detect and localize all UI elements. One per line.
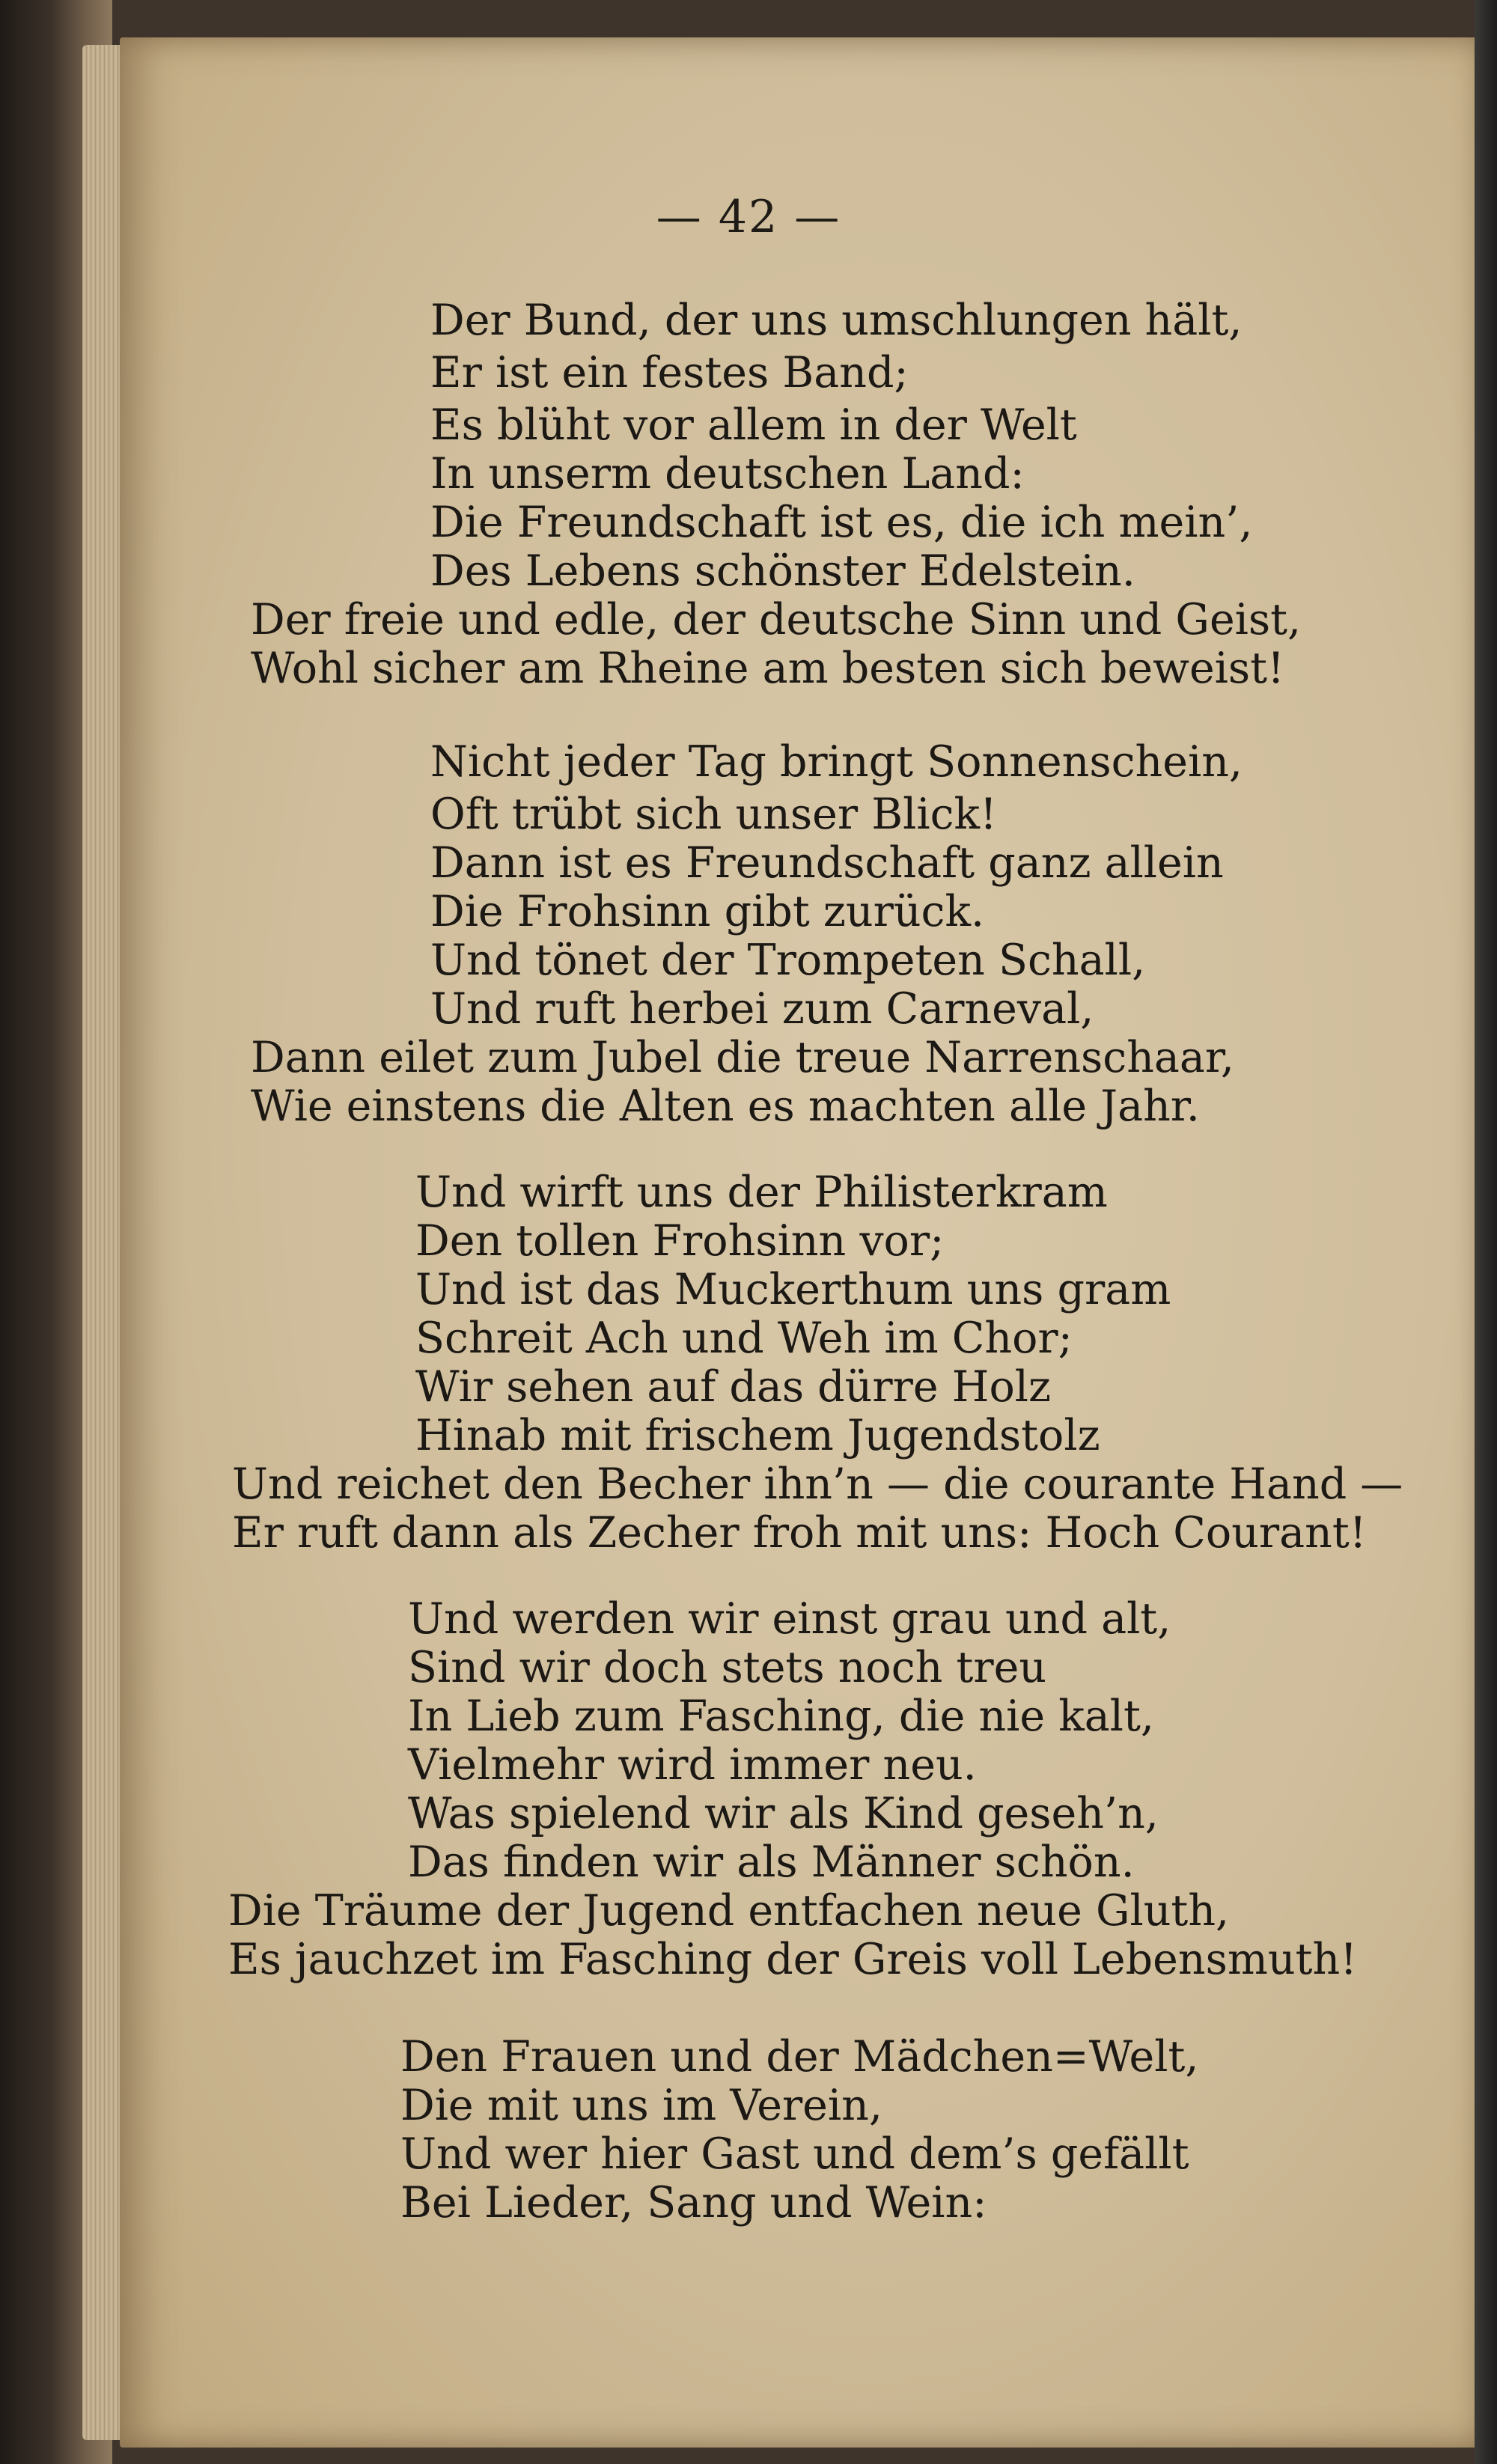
stanza-1-line-7: Der freie und edle, der deutsche Sinn und Geist,	[251, 595, 1302, 644]
stanza-5-line-1: Den Frauen und der Mädchen=Welt,	[400, 2032, 1199, 2082]
stanza-5-line-3: Und wer hier Gast und dem’s gefällt	[400, 2129, 1189, 2179]
stanza-1-line-1: Der Bund, der uns umschlungen hält,	[430, 296, 1243, 345]
stanza-3-line-1: Und wirft uns der Philisterkram	[415, 1168, 1108, 1217]
stanza-4-line-3: In Lieb zum Fasching, die nie kalt,	[408, 1692, 1155, 1741]
stanza-1-line-4: In unserm deutschen Land:	[430, 449, 1025, 498]
stanza-5-line-2: Die mit uns im Verein,	[400, 2081, 882, 2130]
stanza-4-line-5: Was spielend wir als Kind geseh’n,	[408, 1789, 1159, 1838]
stanza-3-line-3: Und ist das Muckerthum uns gram	[415, 1265, 1171, 1314]
stanza-3-line-6: Hinab mit frischem Jugendstolz	[415, 1411, 1100, 1460]
stanza-2-line-6: Und ruft herbei zum Carneval,	[430, 984, 1094, 1034]
stanza-2-line-2: Oft trübt sich unser Blick!	[430, 790, 997, 839]
stanza-3-line-5: Wir sehen auf das dürre Holz	[415, 1362, 1052, 1412]
stanza-3-line-2: Den tollen Frohsinn vor;	[415, 1216, 945, 1266]
stanza-2-line-7: Dann eilet zum Jubel die treue Narrenschaar,	[251, 1033, 1234, 1082]
stanza-2-line-4: Die Frohsinn gibt zurück.	[430, 887, 985, 936]
stanza-2-line-1: Nicht jeder Tag bringt Sonnenschein,	[430, 737, 1243, 787]
stanza-4-line-2: Sind wir doch stets noch treu	[408, 1643, 1047, 1692]
stanza-3-line-4: Schreit Ach und Weh im Chor;	[415, 1314, 1073, 1363]
stanza-5-line-4: Bei Lieder, Sang und Wein:	[400, 2178, 987, 2227]
page-number: — 42 —	[656, 191, 841, 243]
stanza-2-line-5: Und tönet der Trompeten Schall,	[430, 936, 1146, 985]
stanza-1-line-3: Es blüht vor allem in der Welt	[430, 400, 1077, 450]
stanza-1-line-5: Die Freundschaft ist es, die ich mein’,	[430, 498, 1253, 547]
stanza-4-line-4: Vielmehr wird immer neu.	[408, 1740, 977, 1790]
stanza-2-line-8: Wie einstens die Alten es machten alle Jahr.	[251, 1082, 1200, 1131]
stanza-3-line-7: Und reichet den Becher ihn’n — die courante Hand —	[232, 1460, 1403, 1509]
stanza-2-line-3: Dann ist es Freundschaft ganz allein	[430, 838, 1224, 888]
stanza-4-line-7: Die Träume der Jugend entfachen neue Gluth,	[228, 1886, 1230, 1936]
stanza-1-line-6: Des Lebens schönster Edelstein.	[430, 546, 1135, 596]
stanza-1-line-2: Er ist ein festes Band;	[430, 348, 909, 397]
stanza-4-line-6: Das finden wir als Männer schön.	[408, 1838, 1135, 1887]
stanza-4-line-1: Und werden wir einst grau und alt,	[408, 1594, 1171, 1644]
stanza-4-line-8: Es jauchzet im Fasching der Greis voll Lebensmuth!	[228, 1935, 1358, 1984]
stanza-3-line-8: Er ruft dann als Zecher froh mit uns: Hoch Courant!	[232, 1508, 1367, 1558]
stanza-1-line-8: Wohl sicher am Rheine am besten sich beweist!	[251, 644, 1284, 693]
